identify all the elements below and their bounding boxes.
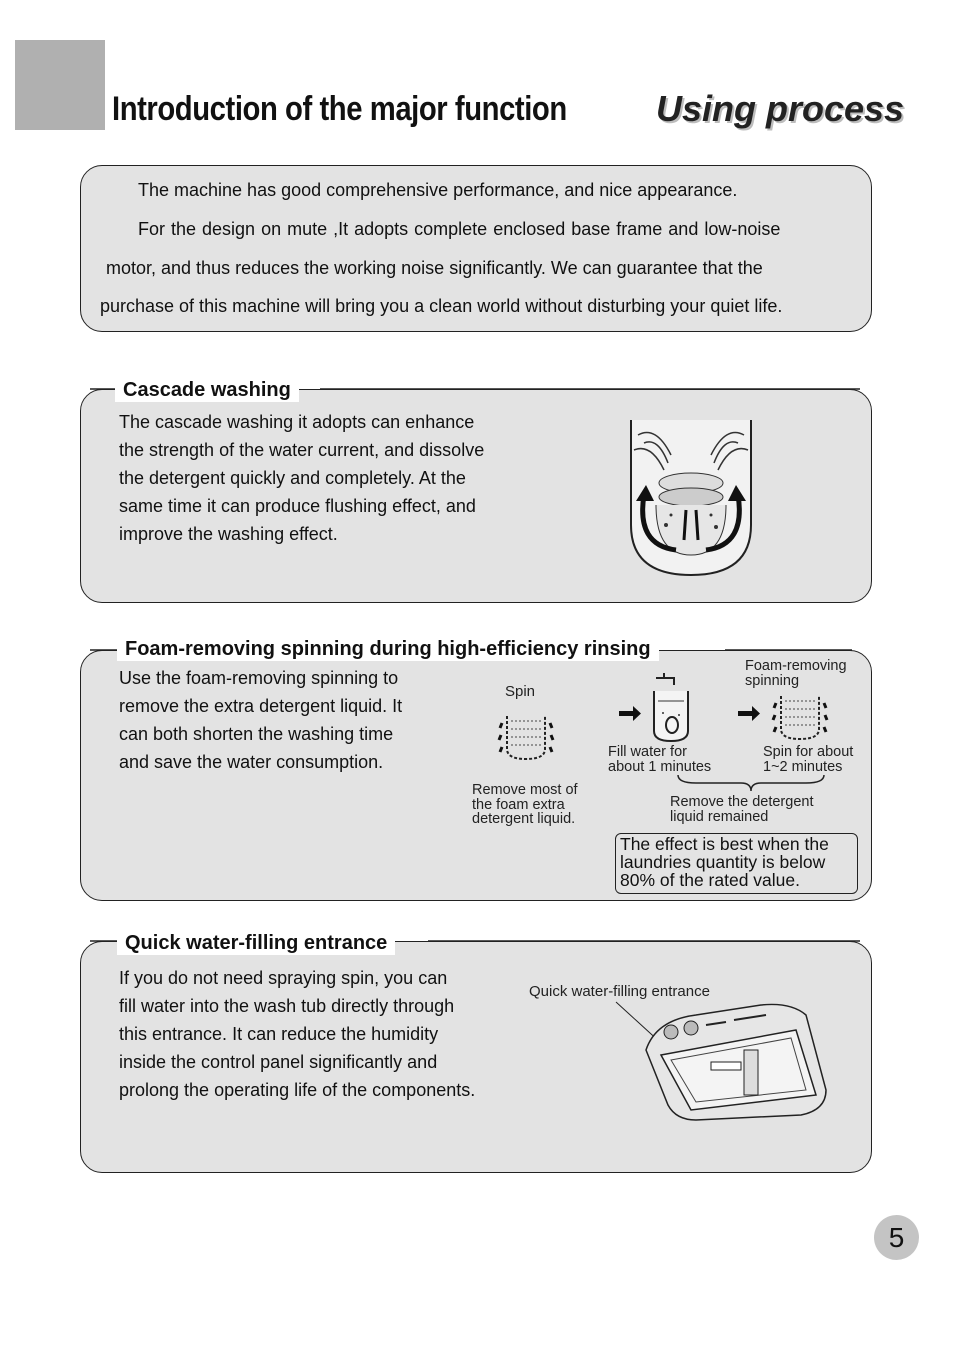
text-line: Use the foam-removing spinning to: [119, 668, 399, 688]
text-line: the strength of the water current, and dissolve: [119, 440, 485, 460]
label-line: Foam-removing: [745, 658, 847, 674]
text-line: inside the control panel significantly and: [119, 1052, 438, 1072]
quick-entrance-label: Quick water-filling entrance: [529, 983, 710, 1000]
label-line: 1~2 minutes: [763, 758, 843, 775]
text-line: The cascade washing it adopts can enhance: [119, 412, 475, 432]
label-line: Remove the detergent: [670, 794, 814, 810]
intro-line: For the design on mute ,It adopts complete enclosed base frame and low-noise: [138, 219, 781, 239]
text-line: can both shorten the washing time: [119, 724, 394, 744]
label-line: Remove most of: [472, 782, 578, 798]
label-line: the foam extra: [472, 796, 565, 813]
foam-title: Foam-removing spinning during high-efficiency rinsing: [117, 637, 659, 661]
text-line: and save the water consumption.: [119, 752, 384, 772]
intro-line: The machine has good comprehensive performance, and nice appearance.: [138, 180, 738, 200]
page-number: 5: [874, 1215, 919, 1260]
intro-line: motor, and thus reduces the working noise significantly. We can guarantee that the: [106, 258, 763, 278]
label-line: detergent liquid.: [472, 811, 576, 827]
label-line: spinning: [745, 672, 800, 689]
intro-line: purchase of this machine will bring you a clean world without disturbing your quiet life.: [100, 296, 783, 316]
label-line: Spin for about: [763, 744, 854, 760]
text-line: remove the extra detergent liquid. It: [119, 696, 403, 716]
label-line: Fill water for: [608, 744, 687, 760]
cascade-title: Cascade washing: [115, 378, 299, 402]
text-line: improve the washing effect.: [119, 524, 338, 544]
text-line: this entrance. It can reduce the humidity: [119, 1024, 439, 1044]
note-line: 80% of the rated value.: [620, 870, 800, 890]
page-subtitle: Using process: [656, 88, 905, 129]
label-line: about 1 minutes: [608, 758, 712, 775]
text-line: prolong the operating life of the components.: [119, 1080, 476, 1100]
text-line: If you do not need spraying spin, you can: [119, 968, 448, 988]
text-line: fill water into the wash tub directly through: [119, 996, 455, 1016]
spin-label: Spin: [505, 683, 536, 700]
text-line: the detergent quickly and completely. At the: [119, 468, 466, 488]
note-line: laundries quantity is below: [620, 852, 826, 872]
page-title: Introduction of the major function: [112, 90, 567, 128]
text-line: same time it can produce flushing effect, and: [119, 496, 476, 516]
note-line: The effect is best when the: [620, 834, 829, 854]
label-line: liquid remained: [670, 808, 769, 825]
quick-title: Quick water-filling entrance: [117, 931, 395, 955]
